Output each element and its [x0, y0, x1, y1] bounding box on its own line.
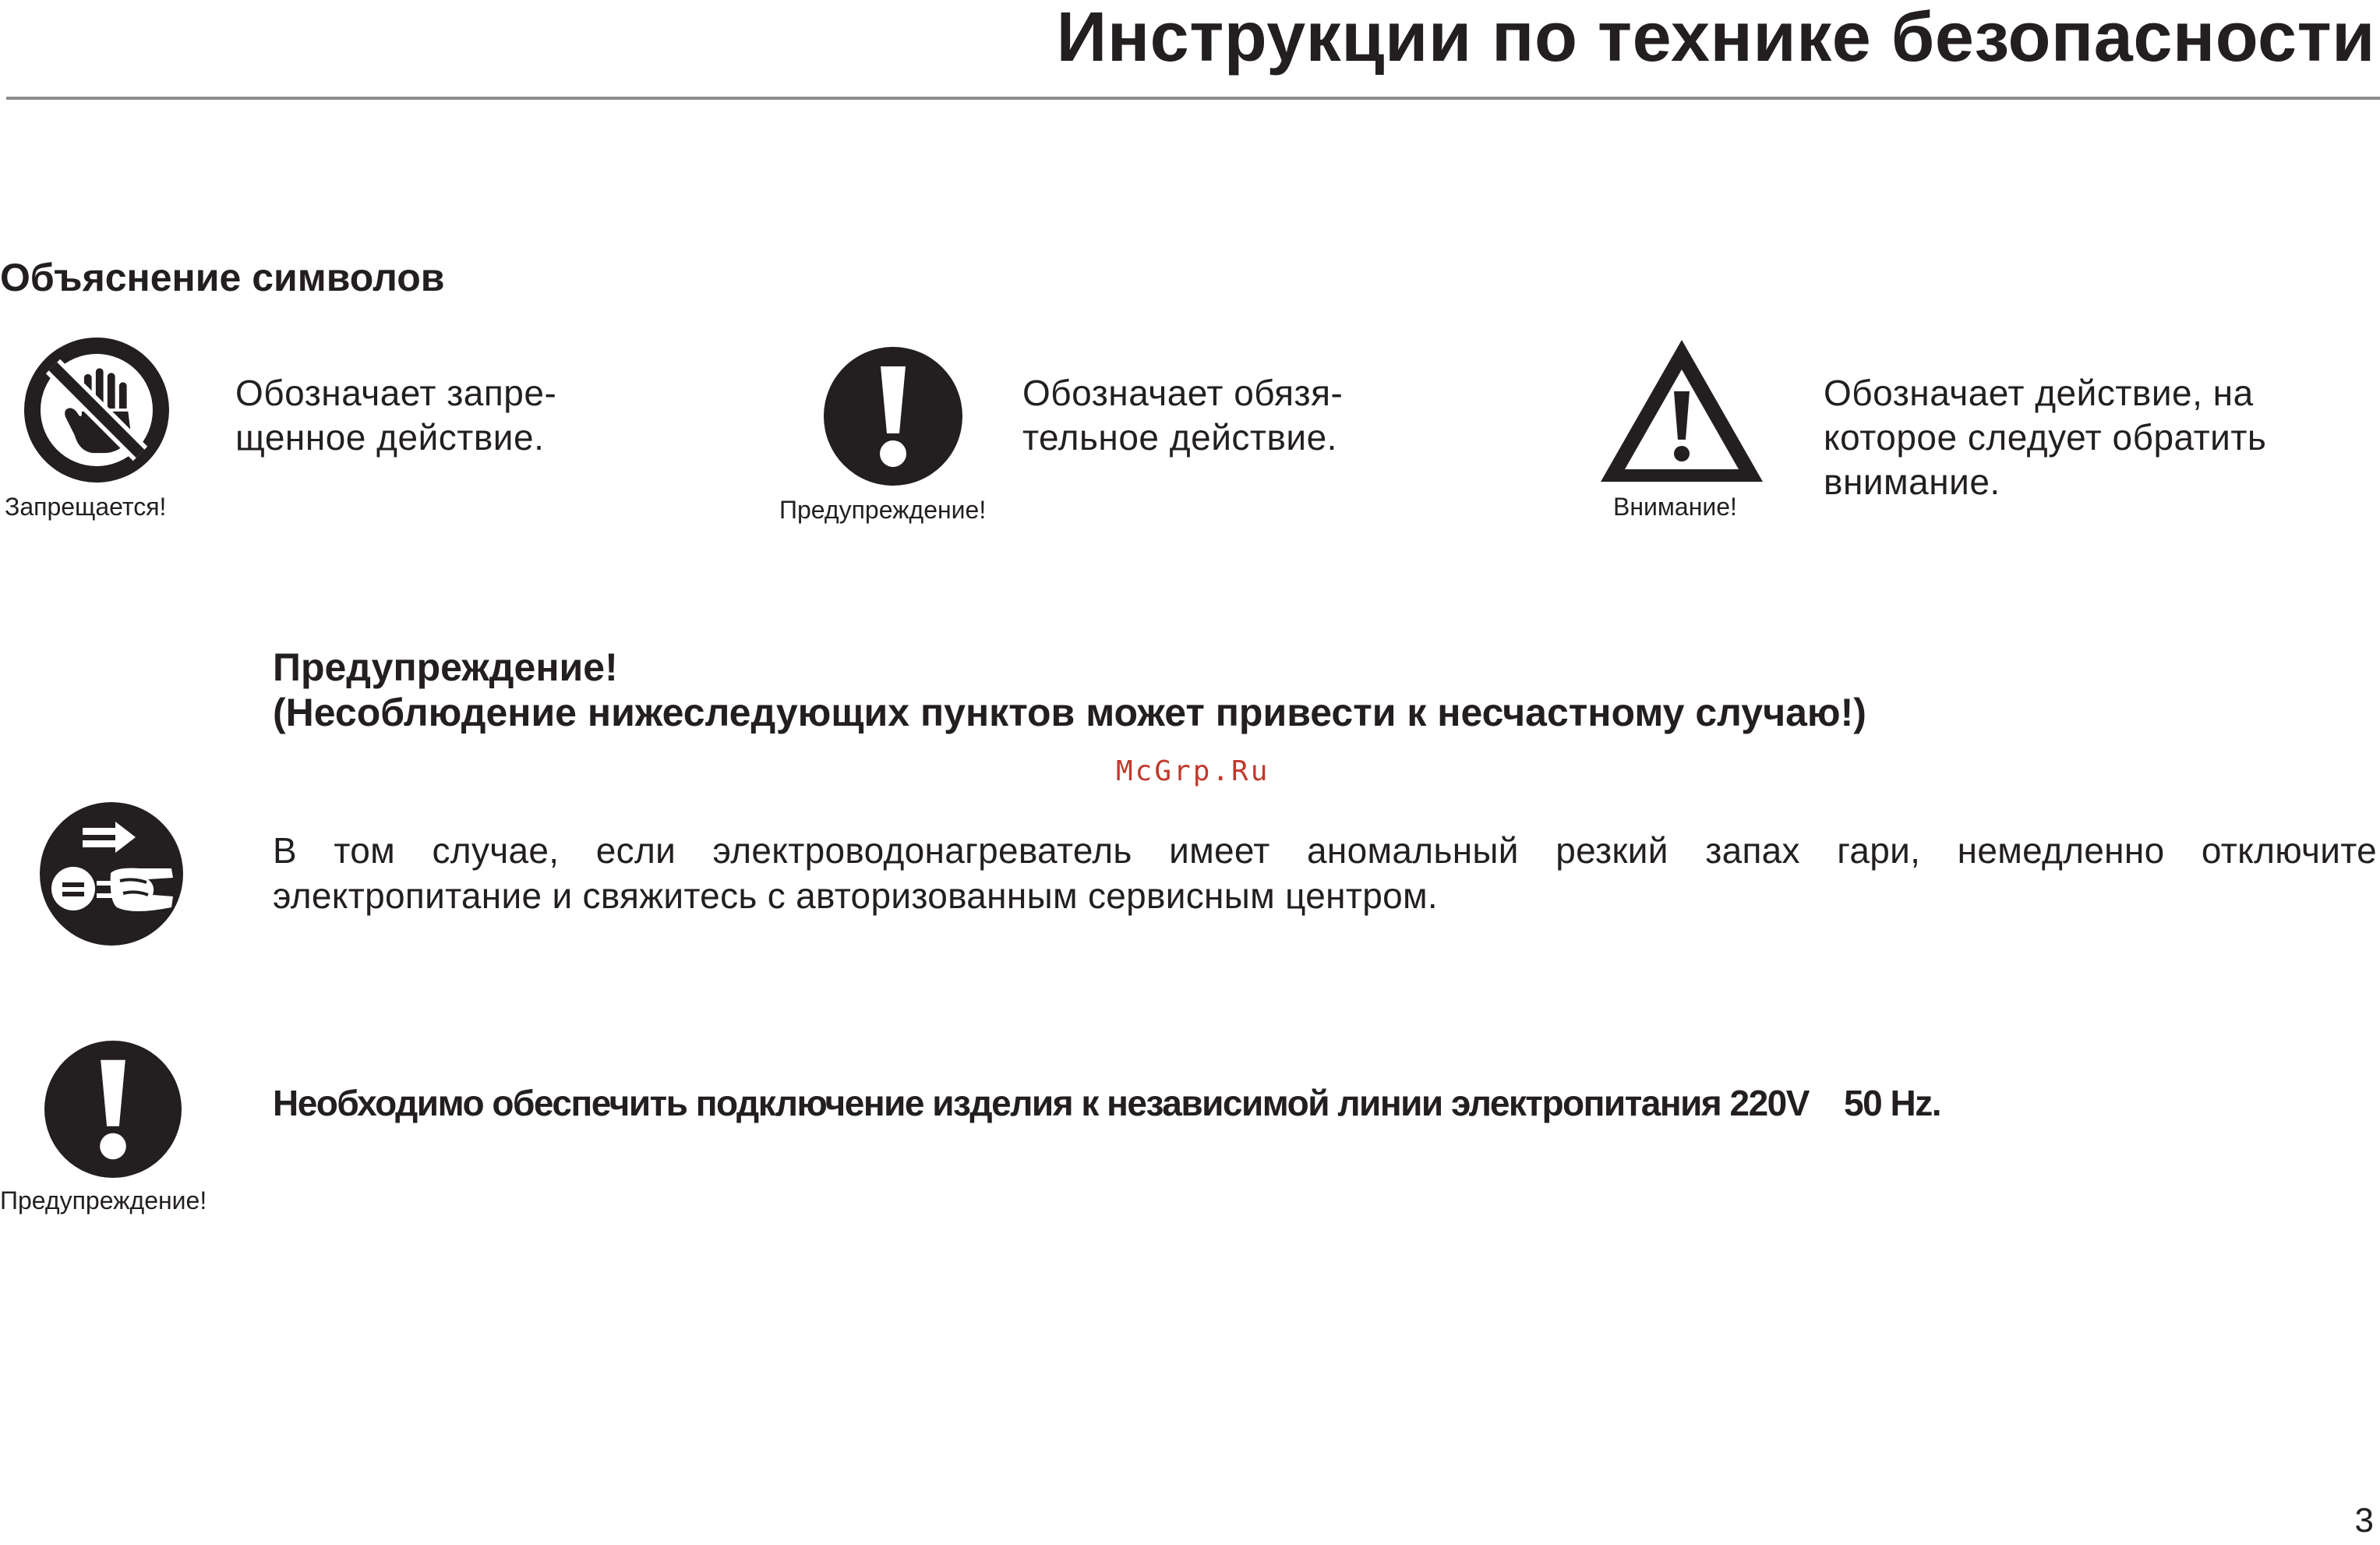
page-title: Инструкции по технике безопасности [1056, 0, 2375, 76]
warning-triangle-icon [1598, 337, 1766, 485]
unplug-icon [39, 801, 184, 946]
page-number: 3 [2354, 1501, 2374, 1540]
warning-title: Предупреждение! [273, 645, 618, 689]
symbol-caption-mandatory: Предупреждение! [779, 496, 987, 524]
warning-item-text: В том случае, если электроводонагреватель имеет аномальный резкий запах гари, немедленно отключите электропитание и свяжитесь с авторизованным сервисным центром. [273, 830, 2377, 916]
warning-subtitle: (Несоблюдение нижеследующих пунктов может привести к несчастному случаю!) [273, 691, 1866, 734]
symbol-description-mandatory: Обозначает обязя- тельное действие. [1022, 373, 1344, 458]
title-divider [6, 97, 2380, 100]
power-line-note: Необходимо обеспечить подключение изделия к независимой линии электропитания 220V 50 Hz. [273, 1083, 1941, 1123]
symbol-caption-attention: Внимание! [1613, 493, 1737, 521]
warning-caption: Предупреждение! [0, 1186, 207, 1214]
watermark: McGrp.Ru [1116, 755, 1270, 787]
exclamation-circle-icon [823, 346, 963, 486]
symbol-description-prohibited: Обозначает запре- щенное действие. [235, 373, 557, 458]
symbol-caption-prohibited: Запрещается! [5, 493, 167, 521]
exclamation-circle-icon [44, 1040, 182, 1179]
symbol-description-attention: Обозначает действие, на которое следует обратить внимание. [1824, 373, 2267, 502]
prohibition-hand-icon [20, 334, 173, 486]
symbols-heading: Объяснение символов [0, 256, 445, 299]
